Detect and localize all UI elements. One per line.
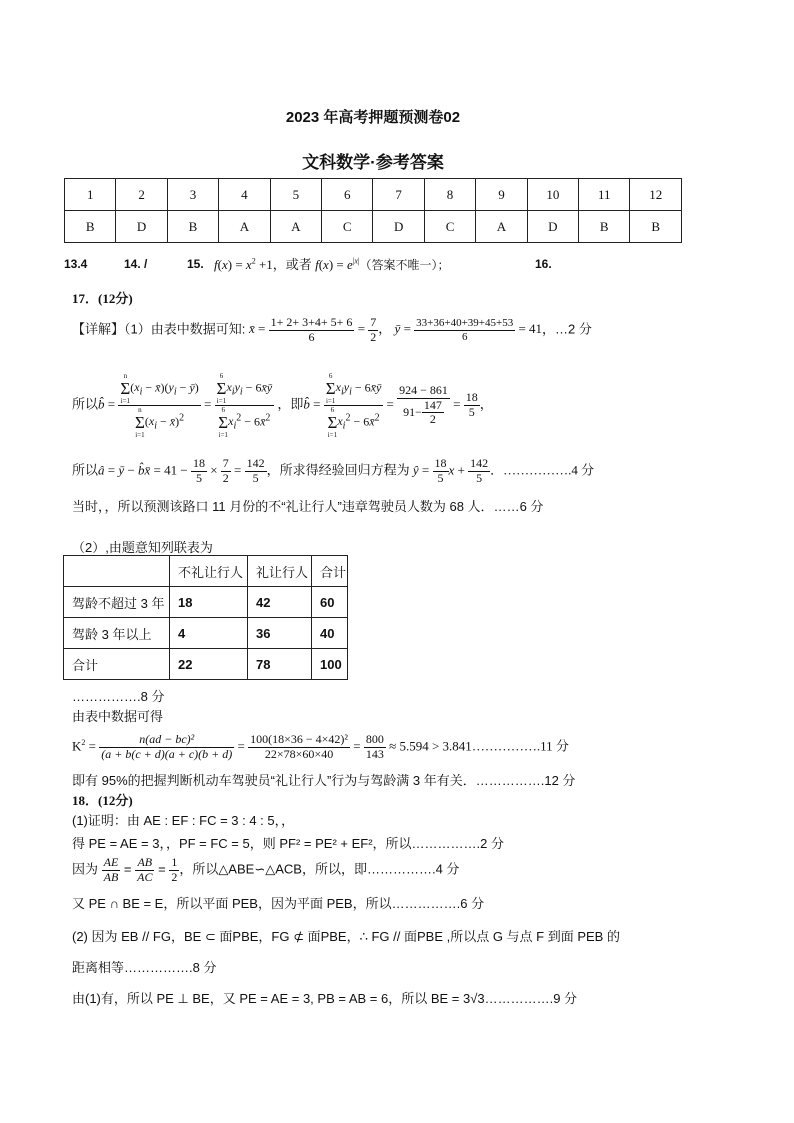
answer-choice: C	[424, 211, 475, 243]
answer-number: 5	[270, 179, 321, 211]
q17-score-4: …………….8 分	[72, 689, 165, 704]
q15-text: ，或者	[272, 257, 312, 272]
q18-line-7: 由(1)有，所以 PE ⊥ BE，又 PE = AE = 3, PB = AB = 6，所以 BE = 3√3…………….9 分	[72, 991, 578, 1006]
q18-line-3: 因为 $\frac{AE}{AB}$ = $\frac{AB}{AC}$ = $\frac{1}{2}$ ，所以△ABE∽△ACB，所以，即…………….4 分	[72, 855, 460, 884]
table-row	[64, 649, 348, 680]
so2-label: 所以	[72, 462, 99, 478]
page-subtitle: 文科数学·参考答案	[302, 153, 444, 172]
answer-choice: A	[270, 211, 321, 243]
b-hat-numeric: 924 − 861 91− $\frac{147}{2}$	[399, 382, 448, 427]
so-label: 所以	[72, 396, 99, 412]
table-cell: 18	[170, 587, 248, 618]
q17-heading: 17．(12分)	[72, 291, 133, 306]
q18-line-1: (1)证明：由 AE : EF : FC = 3 : 4 : 5，，	[72, 813, 295, 828]
table-row	[64, 618, 348, 649]
q16-label: 16.	[535, 257, 552, 271]
xbar-value: $\frac{7}{2}$	[370, 315, 377, 344]
answer-number-row	[65, 179, 682, 211]
table-header-row	[64, 556, 348, 587]
q15-formula: $f(x) = x^2 +1$，或者 $f(x) = e^{|x|}$（答案不唯一）；	[214, 256, 450, 272]
answer-number: 3	[167, 179, 218, 211]
ybar-fraction: $\frac{33+36+40+39+45+53}{6}$	[416, 317, 514, 343]
table-cell: 4	[170, 618, 248, 649]
answer-number: 11	[579, 179, 630, 211]
b-hat-frac-1: n Σ $i=1(x_i$ − $x̄)(y_i$ − ȳ) n Σ $i=1(x_i$ − x̄)$^2$	[120, 372, 199, 439]
q18-score-2: …………….4 分	[366, 861, 460, 877]
b-hat-line: 所以b̂ = n Σ $i=1(x_i$ − $x̄)(y_i$ − ȳ) n Σ $i=1(x_i$ − x̄)$^2$ = 6 Σ $i=1x_iy_i$ − 6x̄ȳ 6 Σ $i=1x_i^2$ − 6x̄$^2$ ，即b̂ = 6 Σ $i=1x_iy_i$ − 6x̄ȳ 6 Σ $i=1x_i^2$ − 6x̄$^2$ = 924 − 861 91− $\frac{147}{2}$ = $\frac{18}{5}$ ，	[72, 372, 493, 439]
answer-number: 4	[219, 179, 270, 211]
prediction-line: 当时，，所以预测该路口 11 月份的不“礼让行人”违章驾驶员人数为 68 人．……6 分	[72, 499, 544, 514]
answer-table	[64, 178, 682, 243]
table-row	[64, 587, 348, 618]
b-hat-value: $\frac{18}{5}$	[465, 390, 478, 419]
answer-choice: A	[219, 211, 270, 243]
answer-number: 1	[65, 179, 116, 211]
q18-score-5: …………….9 分	[484, 991, 578, 1006]
table-cell: 42	[248, 587, 312, 618]
q13-answer: 13.4	[64, 257, 88, 271]
table-cell: 78	[248, 649, 312, 680]
q14-answer: 14. /	[124, 257, 148, 271]
table-header-cell: 不礼让行人	[170, 556, 248, 587]
contingency-table	[63, 555, 348, 680]
answer-choice: D	[116, 211, 167, 243]
table-header-cell	[64, 556, 170, 587]
answer-choice: B	[579, 211, 630, 243]
q17-score-3: ……6 分	[493, 499, 544, 514]
q15-label: 15.	[187, 257, 204, 271]
answer-number: 10	[527, 179, 578, 211]
regress-text: ，所求得经验回归方程为	[266, 462, 410, 478]
q17-detail-line: 【详解】（1）由表中数据可知: x̄ = $\frac{1+ 2+ 3+4+ 5+ 6}{6}$ = $\frac{7}{2}$ ， ȳ = $\frac{33+36+40+39+45+53}{6}$ = 41，…2 分	[72, 315, 592, 344]
table-cell: 驾龄 3 年以上	[64, 618, 170, 649]
k-squared-line: $K^2$ = $\frac{\text{n(ad − bc)²}}{(a + b(c + d)(a + c)(b + d)}$ = $\frac{\text{100(18×36 − 4×42)²}}{22\times 78\times 60\times 40}$ = $\frac{800}{143}$ ≈ 5.594 > 3.841…………….11 分	[72, 732, 569, 761]
q18-score-1: …………….2 分	[411, 836, 505, 851]
ybar-value: = 41	[518, 321, 543, 337]
answer-choice: C	[322, 211, 373, 243]
answer-number: 8	[424, 179, 475, 211]
answer-number: 7	[373, 179, 424, 211]
answer-choice: D	[527, 211, 578, 243]
answer-choice: A	[476, 211, 527, 243]
answer-choice-row	[65, 211, 682, 243]
table-cell: 36	[248, 618, 312, 649]
q18-score-4: …………….8 分	[124, 960, 217, 975]
table-cell: 合计	[64, 649, 170, 680]
answer-choice: B	[630, 211, 682, 243]
q17-score-2: ．…………….4 分	[490, 462, 595, 478]
table-cell: 60	[312, 587, 348, 618]
answer-number: 6	[322, 179, 373, 211]
table-cell: 40	[312, 618, 348, 649]
answer-number: 2	[116, 179, 167, 211]
answer-choice: D	[373, 211, 424, 243]
from-table-label: 由表中数据可得	[72, 709, 164, 724]
q18-line-2: 得 PE = AE = 3，，PF = FC = 5，则 PF² = PE² + EF²，所以…………….2 分	[72, 836, 505, 851]
q18-line-5: (2) 因为 EB // FG，BE ⊂ 面PBE，FG ⊄ 面PBE，∴ FG // 面PBE ,所以点 G 与点 F 到面 PEB 的	[72, 929, 620, 944]
q17-detail-label: 【详解】（1）由表中数据可知:	[72, 321, 246, 337]
b-hat-frac-3: 6 Σ $i=1x_iy_i$ − 6x̄ȳ 6 Σ $i=1x_i^2$ − 6x̄$^2$	[325, 372, 382, 439]
q18-line-4: 又 PE ∩ BE = E，所以平面 PEB，因为平面 PEB，所以…………….6 分	[72, 896, 485, 911]
q18-score-3: …………….6 分	[391, 896, 485, 911]
q17-score-1: ，…2 分	[542, 321, 592, 337]
table-cell: 驾龄不超过 3 年	[64, 587, 170, 618]
answer-choice: B	[65, 211, 116, 243]
table-header-cell: 礼让行人	[248, 556, 312, 587]
answer-number: 9	[476, 179, 527, 211]
answer-choice: B	[167, 211, 218, 243]
b-hat-frac-2: 6 Σ $i=1x_iy_i$ − 6x̄ȳ 6 Σ $i=1x_i^2$ − 6x̄$^2$	[216, 372, 273, 439]
table-cell: 100	[312, 649, 348, 680]
q17-score-6: …………….12 分	[475, 773, 576, 788]
part2-label: （2）,由题意知列联表为	[72, 540, 213, 555]
answer-number: 12	[630, 179, 682, 211]
page-title: 2023 年高考押题预测卷02	[285, 109, 461, 126]
a-hat-line: 所以â = ȳ − b̂x̄ = 41 − $\frac{18}{5}$ × $\frac{7}{2}$ = $\frac{142}{5}$ ，所求得经验回归方程为 ŷ = $\frac{18}{5}$ x + $\frac{142}{5}$ ．…………….4 分	[72, 456, 595, 485]
ji-label: ，即	[277, 396, 304, 412]
q18-line-6: 距离相等…………….8 分	[72, 960, 217, 975]
table-header-cell: 合计	[312, 556, 348, 587]
conclusion-line: 即有 95%的把握判断机动车驾驶员“礼让行人”行为与驾龄满 3 年有关．…………….12 分	[72, 773, 576, 788]
xbar-fraction: $\frac{1+ 2+ 3+4+ 5+ 6}{6}$	[270, 315, 353, 344]
q18-heading: 18．(12分)	[72, 793, 133, 808]
table-cell: 22	[170, 649, 248, 680]
q15-note: （答案不唯一）；	[359, 258, 450, 272]
q17-score-5: …………….11 分	[471, 738, 569, 754]
